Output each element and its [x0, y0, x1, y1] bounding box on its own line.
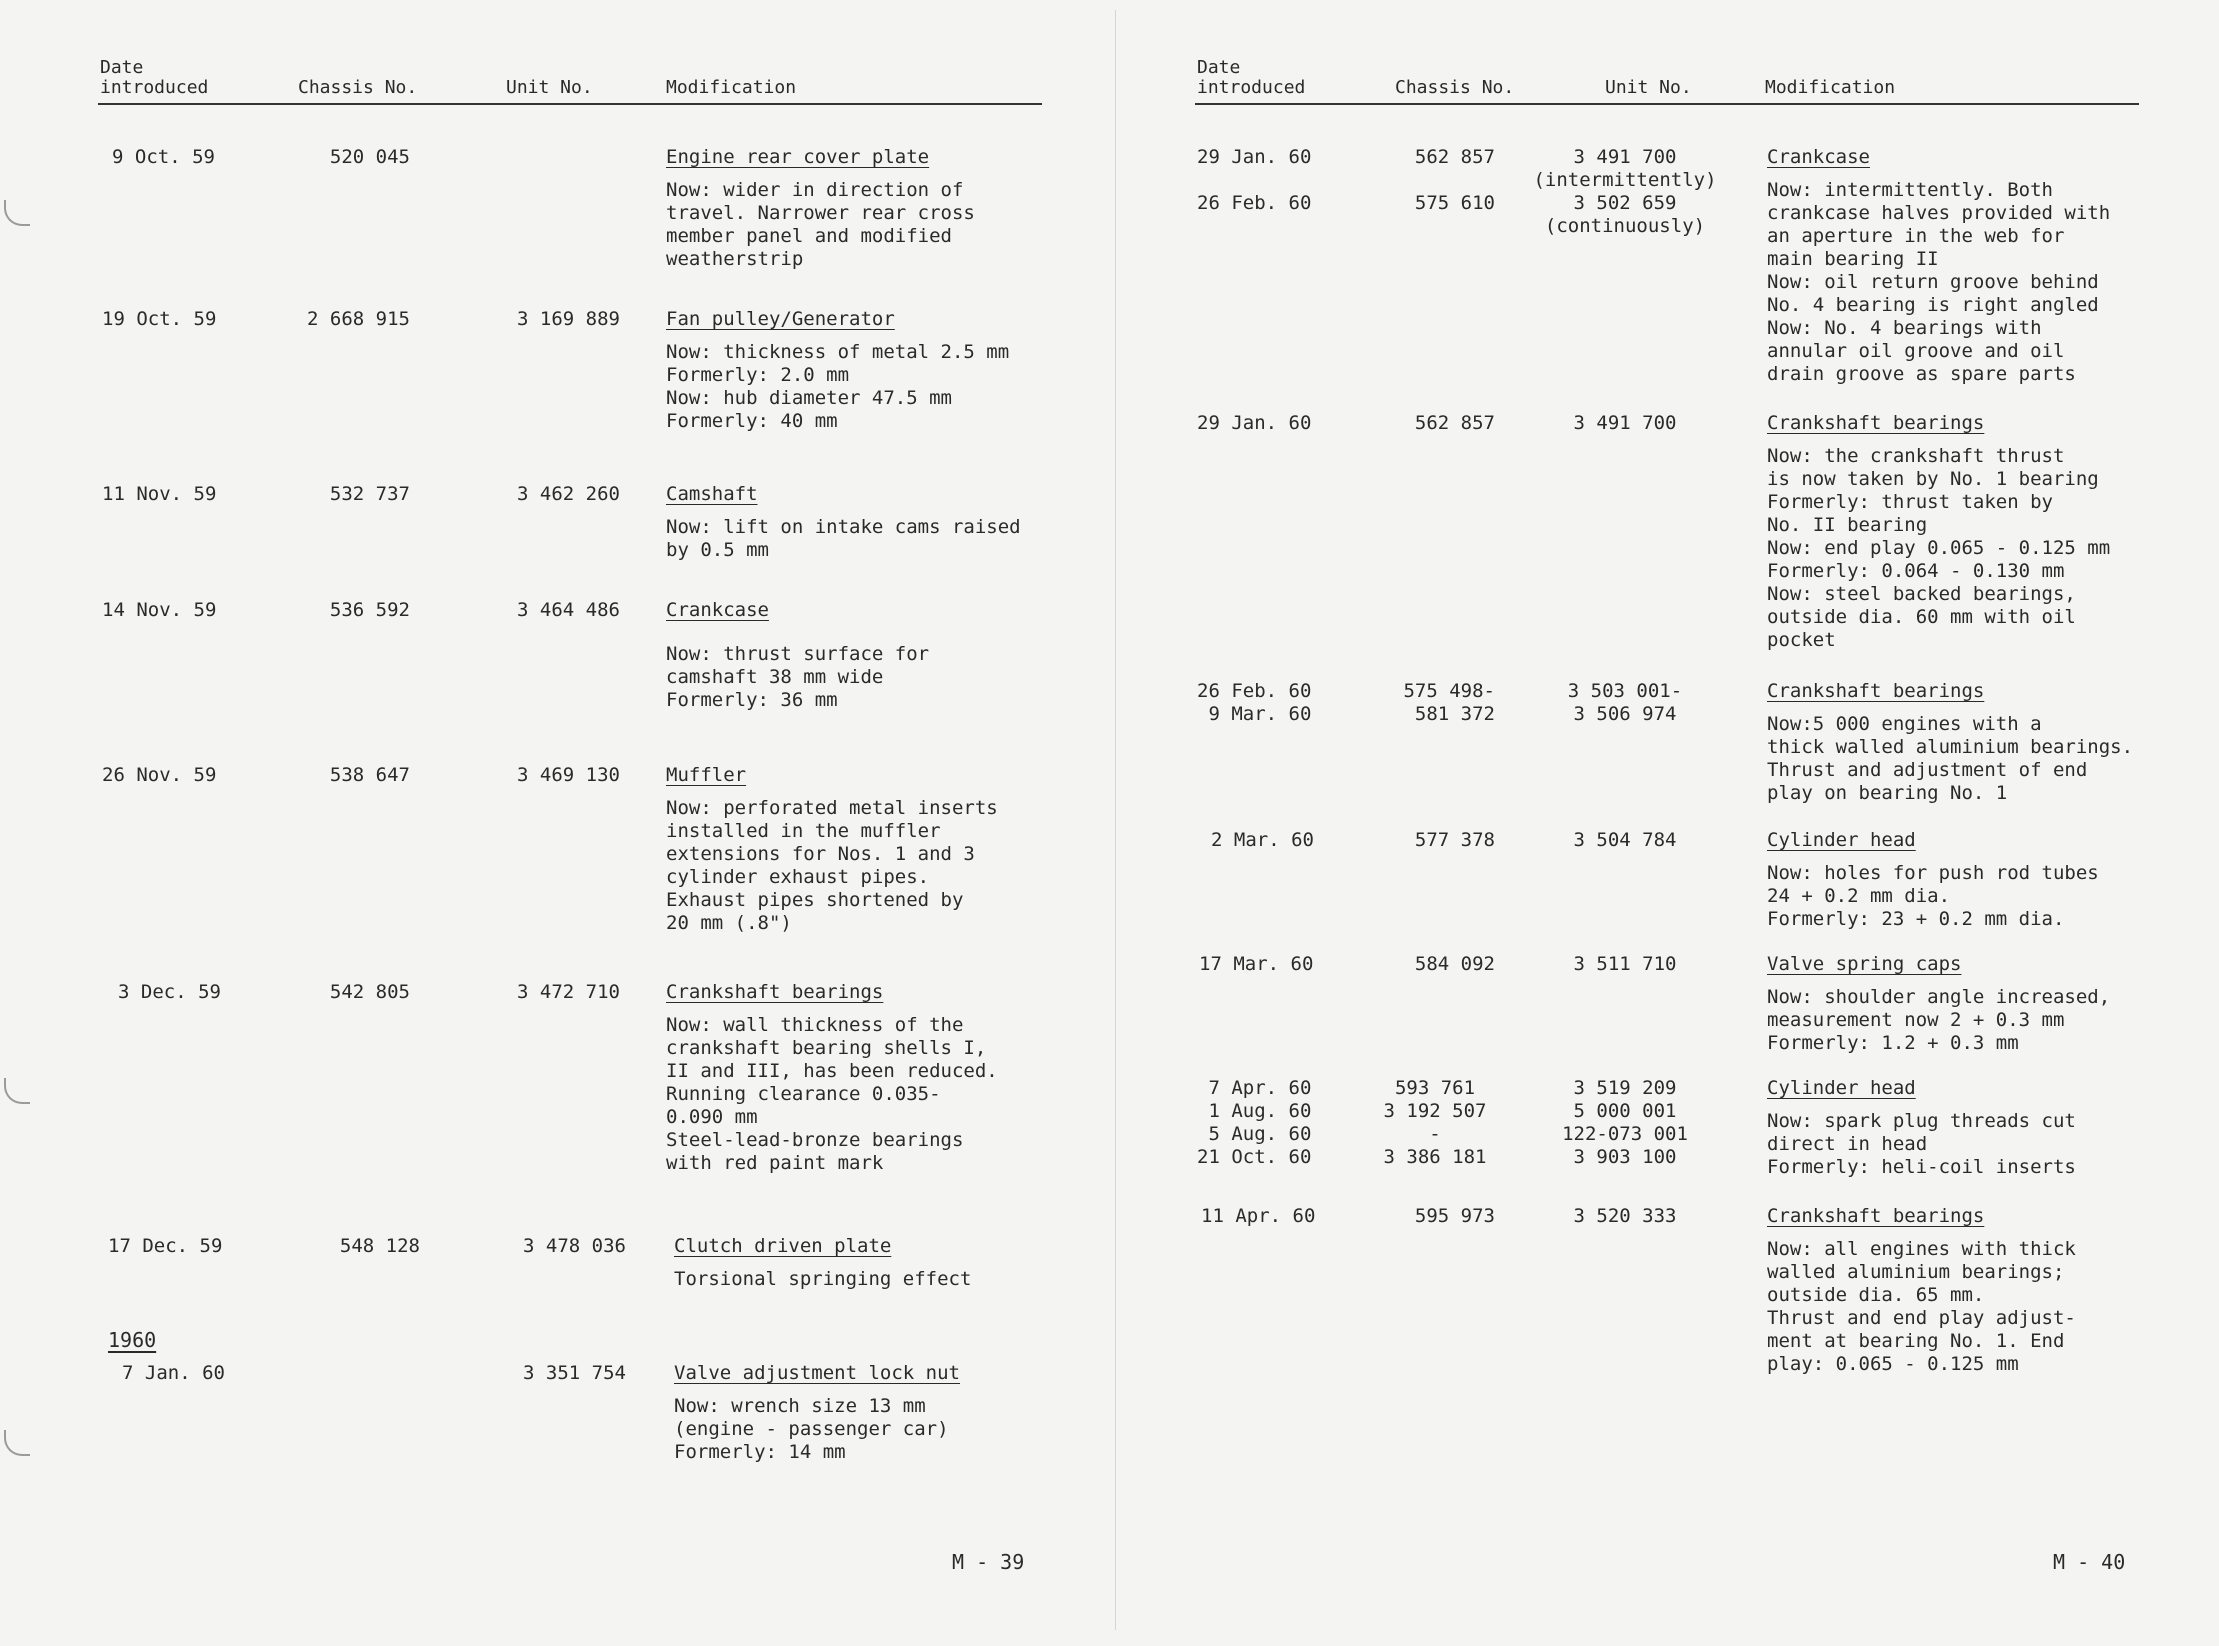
header-date: Date introduced: [1197, 57, 1306, 98]
entry-chassis: 542 805: [329, 981, 410, 1003]
header-rule: [98, 103, 1042, 105]
entry-text: Now: wrench size 13 mm (engine - passenger car) Formerly: 14 mm: [674, 1395, 949, 1463]
entry-unit: 3 491 700: [1573, 412, 1677, 434]
entry-date: 3 Dec. 59: [118, 981, 221, 1003]
entry-text: Torsional springing effect: [674, 1268, 972, 1290]
entry-chassis: 548 128: [339, 1235, 420, 1257]
entry-title: Crankshaft bearings: [1767, 1205, 1985, 1227]
entry-text: Now: all engines with thick walled aluminium bearings; outside dia. 65 mm. Thrust and end play adjust- ment at bearing No. 1. End play: 0.065 - 0.125 mm: [1767, 1238, 2076, 1375]
entry-unit: 3 169 889: [517, 308, 620, 330]
entry-unit: 3 472 710: [517, 981, 620, 1003]
entry-title: Fan pulley/Generator: [666, 308, 895, 330]
entry-title: Camshaft: [666, 483, 758, 505]
entry-title: Crankshaft bearings: [1767, 412, 1985, 434]
entry-unit: 3 469 130: [517, 764, 620, 786]
entry-date: 14 Nov. 59: [102, 599, 217, 621]
entry-text: Now: the crankshaft thrust is now taken by No. 1 bearing Formerly: thrust taken by No. II bearing Now: end play 0.065 - 0.125 mm Formerly: 0.064 - 0.130 mm Now: steel backed bearings, outside dia. 60 mm with oil pocket: [1767, 445, 2111, 651]
entry-date: 11 Apr. 60: [1201, 1205, 1316, 1227]
entry-title: Cylinder head: [1767, 829, 1916, 851]
page-number: M - 39: [952, 1550, 1025, 1574]
entry-title: Muffler: [666, 764, 747, 786]
header-unit: Unit No.: [506, 77, 593, 98]
header-modification: Modification: [1765, 77, 1896, 98]
entry-chassis: 536 592: [329, 599, 410, 621]
entry-unit: 3 464 486: [517, 599, 620, 621]
entry-unit: 3 519 209 5 000 001 122-073 001 3 903 100: [1562, 1077, 1688, 1168]
entry-text: Now: holes for push rod tubes 24 + 0.2 mm dia. Formerly: 23 + 0.2 mm dia.: [1767, 862, 2099, 930]
entry-date: 2 Mar. 60: [1211, 829, 1314, 851]
entry-title: Crankshaft bearings: [666, 981, 884, 1003]
entry-chassis: 538 647: [329, 764, 410, 786]
entry-unit: 3 520 333: [1573, 1205, 1677, 1227]
entry-unit: 3 491 700 (intermittently) 3 502 659 (continuously): [1533, 146, 1717, 237]
header-chassis: Chassis No.: [298, 77, 418, 98]
entry-title: Crankcase: [1767, 146, 1870, 168]
entry-date: 17 Mar. 60: [1199, 953, 1314, 975]
entry-chassis: 584 092: [1414, 953, 1495, 975]
header-rule: [1195, 103, 2139, 105]
entry-unit: 3 503 001- 3 506 974: [1567, 680, 1683, 725]
entry-title: Crankcase: [666, 599, 769, 621]
entry-chassis: 595 973: [1414, 1205, 1495, 1227]
entry-date: 7 Apr. 60 1 Aug. 60 5 Aug. 60 21 Oct. 60: [1197, 1077, 1312, 1168]
entry-unit: 3 478 036: [523, 1235, 626, 1257]
entry-chassis: 593 761 3 192 507 - 3 386 181: [1383, 1077, 1487, 1168]
entry-text: Now: perforated metal inserts installed in the muffler extensions for Nos. 1 and 3 cylinder exhaust pipes. Exhaust pipes shortened by 20 mm (.8"): [666, 797, 998, 934]
header-date: Date introduced: [100, 57, 209, 98]
entry-date: 7 Jan. 60: [122, 1362, 225, 1384]
entry-date: 9 Oct. 59: [112, 146, 215, 168]
entry-text: Now: wider in direction of travel. Narrower rear cross member panel and modified weatherstrip: [666, 179, 975, 270]
entry-text: Now: shoulder angle increased, measurement now 2 + 0.3 mm Formerly: 1.2 + 0.3 mm: [1767, 986, 2111, 1054]
entry-text: Now: wall thickness of the crankshaft bearing shells I, II and III, has been reduced. Running clearance 0.035- 0.090 mm Steel-lead-bronze bearings with red paint mark: [666, 1014, 998, 1174]
entry-date: 17 Dec. 59: [108, 1235, 223, 1257]
entry-text: Now: spark plug threads cut direct in head Formerly: heli-coil inserts: [1767, 1110, 2076, 1178]
entry-text: Now: thickness of metal 2.5 mm Formerly: 2.0 mm Now: hub diameter 47.5 mm Formerly: 40 mm: [666, 341, 1010, 432]
entry-date: 11 Nov. 59: [102, 483, 217, 505]
entry-date: 26 Nov. 59: [102, 764, 217, 786]
entry-title: Engine rear cover plate: [666, 146, 930, 168]
entry-title: Cylinder head: [1767, 1077, 1916, 1099]
entry-title: Valve adjustment lock nut: [674, 1362, 960, 1384]
right-page: [1115, 0, 2219, 1646]
entry-chassis: 532 737: [329, 483, 410, 505]
entry-chassis: 562 857 575 610: [1414, 146, 1495, 214]
entry-unit: 3 462 260: [517, 483, 620, 505]
entry-title: Clutch driven plate: [674, 1235, 892, 1257]
page-number: M - 40: [2053, 1550, 2126, 1574]
entry-text: Now: intermittently. Both crankcase halves provided with an aperture in the web for main bearing II Now: oil return groove behind No. 4 bearing is right angled Now: No. 4 bearings with annular oil groove and oil drain groove as spare parts: [1767, 179, 2111, 385]
year-label: 1960: [108, 1328, 157, 1352]
header-unit: Unit No.: [1605, 77, 1692, 98]
entry-date: 29 Jan. 60 26 Feb. 60: [1197, 146, 1312, 214]
entry-chassis: 577 378: [1414, 829, 1495, 851]
entry-unit: 3 511 710: [1573, 953, 1677, 975]
header-chassis: Chassis No.: [1395, 77, 1515, 98]
entry-unit: 3 351 754: [523, 1362, 626, 1384]
entry-chassis: 2 668 915: [307, 308, 410, 330]
entry-text: Now: thrust surface for camshaft 38 mm wide Formerly: 36 mm: [666, 643, 930, 711]
header-modification: Modification: [666, 77, 797, 98]
entry-text: Now:5 000 engines with a thick walled aluminium bearings. Thrust and adjustment of end play on bearing No. 1: [1767, 713, 2134, 804]
entry-text: Now: lift on intake cams raised by 0.5 mm: [666, 516, 1021, 561]
entry-date: 26 Feb. 60 9 Mar. 60: [1197, 680, 1312, 725]
entry-unit: 3 504 784: [1573, 829, 1677, 851]
entry-title: Valve spring caps: [1767, 953, 1962, 975]
binding-mark: [4, 1078, 30, 1104]
binding-mark: [4, 200, 30, 226]
binding-mark: [4, 1430, 30, 1456]
entry-chassis: 562 857: [1414, 412, 1495, 434]
entry-date: 19 Oct. 59: [102, 308, 217, 330]
entry-date: 29 Jan. 60: [1197, 412, 1312, 434]
entry-title: Crankshaft bearings: [1767, 680, 1985, 702]
entry-chassis: 520 045: [329, 146, 410, 168]
entry-chassis: 575 498- 581 372: [1403, 680, 1495, 725]
